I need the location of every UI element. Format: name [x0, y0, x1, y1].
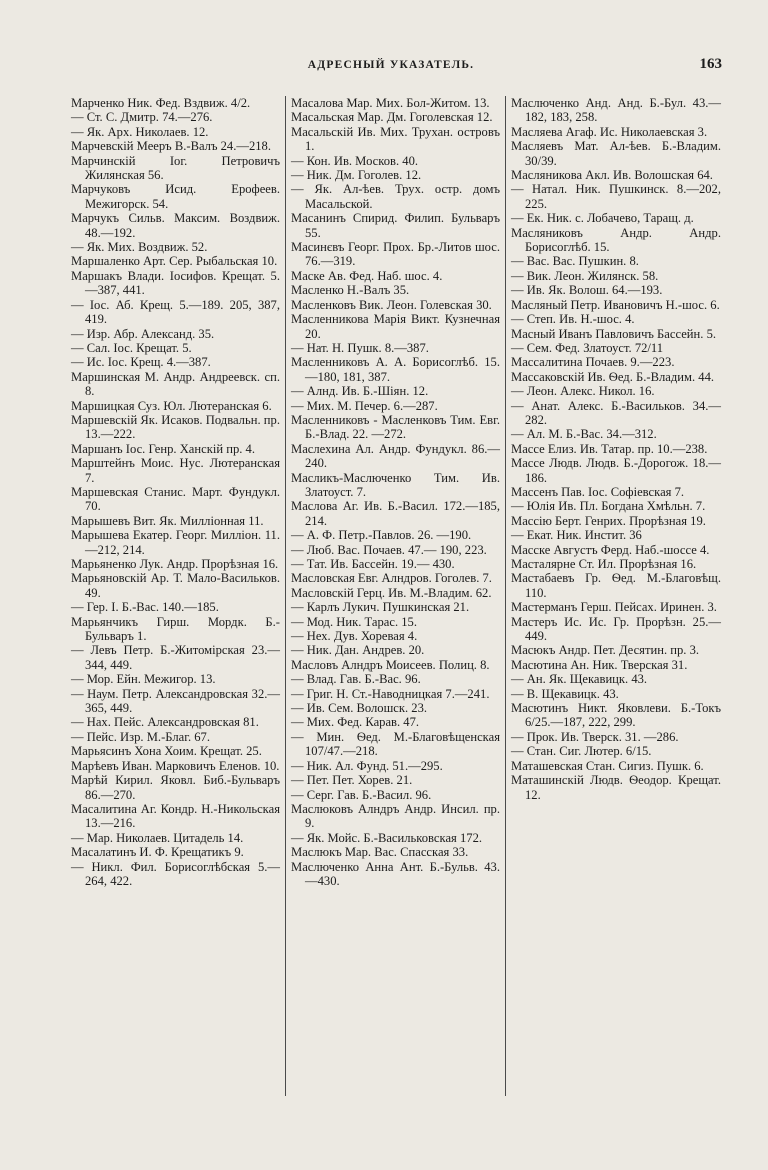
directory-entry: — Карлъ Лукич. Пушкинская 21.: [291, 600, 470, 615]
directory-entry: Масный Иванъ Павловичъ Бассейн. 5.: [511, 326, 717, 341]
directory-entry: Масловскій Герц. Ив. М.-Владим. 62.: [291, 585, 492, 600]
directory-entry: Марчинскій Іог. Петровичъ Жилянская 56.: [71, 153, 280, 183]
directory-entry: Марышевъ Вит. Як. Милліонная 11.: [71, 513, 264, 528]
directory-entry: Маршаленко Арт. Сер. Рыбальская 10.: [71, 254, 278, 269]
directory-entry: — Стан. Сиг. Лютер. 6/15.: [511, 744, 652, 759]
directory-entry: Масалатинъ И. Ф. Крещатикъ 9.: [71, 845, 244, 860]
directory-entry: Масляный Петр. Ивановичъ Н.-шос. 6.: [511, 297, 720, 312]
directory-entry: Марышева Екатер. Георг. Милліон. 11.—212, 214.: [71, 528, 280, 557]
directory-entry: Марьянчикъ Гирш. Мордк. Б.-Бульваръ 1.: [71, 614, 280, 644]
directory-entry: — Нех. Дув. Хоревая 4.: [291, 629, 418, 644]
directory-entry: — Сал. Іос. Крещат. 5.: [71, 340, 192, 355]
directory-entry: Маслюковъ Алндръ Андр. Инсил. пр. 9.: [291, 801, 500, 831]
column-2: [286, 96, 506, 1096]
directory-entry: — Сем. Фед. Златоуст. 72/11: [511, 340, 664, 355]
directory-entry: Марчевскій Мееръ В.-Валъ 24.—218.: [71, 139, 271, 154]
directory-entry: Масальскій Ив. Мих. Трухан. островъ 1.: [291, 124, 500, 154]
directory-entry: — Ек. Ник. с. Лобачево, Таращ. д.: [511, 211, 694, 226]
directory-entry: Марѣй Кирил. Яковл. Биб.-Бульваръ 86.—270.: [71, 773, 280, 802]
directory-entry: — Ал. М. Б.-Вас. 34.—312.: [511, 427, 657, 442]
directory-entry: — Кон. Ив. Москов. 40.: [291, 153, 419, 168]
directory-entry: — Екат. Ник. Инстит. 36: [511, 528, 642, 543]
directory-entry: — Влад. Гав. Б.-Вас. 96.: [291, 672, 421, 687]
directory-entry: Марьясинъ Хона Хоим. Крещат. 25.: [71, 744, 262, 759]
directory-entry: Массенъ Пав. Іос. Софіевская 7.: [511, 484, 685, 499]
directory-entry: Марьяновскій Ар. Т. Мало-Васильков. 49.: [71, 571, 280, 600]
directory-entry: Масликъ-Маслюченко Тим. Ив. Златоуст. 7.: [291, 470, 500, 499]
directory-entry: — А. Ф. Петр.-Павлов. 26. —190.: [291, 528, 472, 543]
directory-columns: [66, 96, 726, 1096]
directory-entry: Маслова Аг. Ив. Б.-Васил. 172.—185, 214.: [291, 499, 500, 528]
directory-entry: Масютинъ Никт. Яковлеви. Б.-Токъ 6/25.—187, 222, 299.: [511, 701, 721, 730]
directory-entry: Масляева Агаф. Ис. Николаевская 3.: [511, 124, 708, 139]
directory-entry: Масляникова Акл. Ив. Волошская 64.: [511, 168, 713, 183]
directory-entry: Масленниковъ А. А. Борисоглѣб. 15.—180, 181, 387.: [291, 355, 500, 384]
directory-entry: Мастерманъ Герш. Пейсах. Иринен. 3.: [511, 600, 717, 615]
directory-entry: — Гер. І. Б.-Вас. 140.—185.: [71, 600, 219, 615]
directory-entry: — Пет. Пет. Хорев. 21.: [291, 773, 413, 788]
directory-entry: — Як. Арх. Николаев. 12.: [71, 124, 209, 139]
directory-entry: — Григ. Н. Ст.-Наводницкая 7.—241.: [291, 686, 490, 701]
directory-entry: — Як. Мойс. Б.-Васильковская 172.: [291, 830, 483, 845]
directory-entry: Маршинская М. Андр. Андреевск. сп. 8.: [71, 369, 280, 399]
directory-entry: — Леон. Алекс. Никол. 16.: [511, 384, 655, 399]
directory-entry: Массію Берт. Генрих. Прорѣзная 19.: [511, 513, 706, 528]
directory-entry: — Вас. Вас. Пушкин. 8.: [511, 254, 639, 269]
directory-entry: — Ив. Сем. Волошск. 23.: [291, 701, 428, 716]
directory-entry: — Мих. М. Печер. 6.—287.: [291, 398, 438, 413]
directory-entry: Маслехина Ал. Андр. Фундукл. 86.—240.: [291, 441, 500, 471]
directory-entry: Масталярне Ст. Ил. Прорѣзная 16.: [511, 557, 697, 571]
directory-entry: — Як. Ал-ѣев. Трух. остр. домъ Масальской.: [291, 182, 500, 211]
directory-entry: Масленковъ Вик. Леон. Голевская 30.: [291, 297, 492, 312]
directory-entry: — Іос. Аб. Крещ. 5.—189. 205, 387, 419.: [71, 297, 280, 327]
column-3: [506, 96, 726, 1096]
directory-entry: — Тат. Ив. Бассейн. 19.— 430.: [291, 557, 455, 571]
directory-entry: Маске Ав. Фед. Наб. шос. 4.: [291, 268, 443, 283]
directory-entry: — Ис. Іос. Крещ. 4.—387.: [71, 355, 211, 370]
directory-entry: — Степ. Ив. Н.-шос. 4.: [511, 312, 635, 327]
directory-entry: Масске Августъ Ферд. Наб.-шоссе 4.: [511, 542, 710, 557]
directory-entry: Маслюкъ Мар. Вас. Спасская 33.: [291, 845, 469, 860]
directory-entry: Маршакъ Влади. Іосифов. Крещат. 5.—387, 441.: [71, 268, 280, 298]
directory-entry: Марштейнъ Моис. Нус. Лютеранская 7.: [71, 456, 280, 485]
directory-entry: — Ст. С. Дмитр. 74.—276.: [71, 110, 213, 125]
page-header: [60, 56, 722, 80]
directory-entry: Масляниковъ Андр. Андр. Борисоглѣб. 15.: [511, 225, 721, 255]
directory-entry: Маршицкая Суз. Юл. Лютеранская 6.: [71, 398, 272, 413]
directory-entry: Масюкъ Андр. Пет. Десятин. пр. 3.: [511, 643, 700, 658]
directory-entry: Мастабаевъ Гр. Ѳед. М.-Благовѣщ. 110.: [511, 571, 721, 600]
directory-entry: — Прок. Ив. Тверск. 31. —286.: [511, 729, 679, 744]
directory-entry: — Алнд. Ив. Б.-Шіян. 12.: [291, 384, 429, 399]
directory-entry: Маслюченко Анд. Анд. Б.-Бул. 43.—182, 183, 258.: [511, 96, 721, 125]
directory-entry: — Левъ Петр. Б.-Житомірская 23.—344, 449.: [71, 643, 280, 672]
directory-entry: Массаковскій Ив. Ѳед. Б.-Владим. 44.: [511, 369, 715, 384]
directory-entry: Масленникова Марія Викт. Кузнечная 20.: [291, 312, 500, 341]
directory-entry: Маслюченко Анна Ант. Б.-Бульв. 43.—430.: [291, 859, 500, 888]
directory-entry: Масленниковъ - Масленковъ Тим. Евг. Б.-Влад. 22. —272.: [291, 412, 500, 442]
directory-entry: Маташинскій Людв. Ѳеодор. Крещат. 12.: [511, 773, 721, 802]
directory-entry: Марьяненко Лук. Андр. Прорѣзная 16.: [71, 557, 279, 571]
directory-entry: Марѣевъ Иван. Марковичъ Еленов. 10.: [71, 758, 280, 773]
directory-entry: — Наум. Петр. Александровская 32.—365, 449.: [71, 686, 280, 716]
directory-entry: — Серг. Гав. Б.-Васил. 96.: [291, 787, 432, 802]
directory-entry: Масютина Ан. Ник. Тверская 31.: [511, 657, 688, 672]
directory-entry: Маршанъ Іос. Генр. Ханскій пр. 4.: [71, 441, 256, 456]
directory-entry: — Изр. Абр. Александ. 35.: [71, 326, 215, 341]
directory-entry: — Натал. Ник. Пушкинск. 8.—202, 225.: [511, 182, 721, 211]
directory-entry: — В. Щекавицк. 43.: [511, 686, 619, 701]
directory-entry: Марчукъ Сильв. Максим. Воздвиж. 48.—192.: [71, 211, 280, 240]
directory-entry: Масальская Мар. Дм. Гоголевская 12.: [291, 110, 493, 125]
directory-entry: Масляевъ Мат. Ал-ѣев. Б.-Владим. 30/39.: [511, 139, 721, 168]
directory-entry: — Мих. Фед. Карав. 47.: [291, 715, 420, 730]
directory-entry: Марчуковъ Исид. Ерофеев. Межигорск. 54.: [71, 182, 280, 211]
directory-entry: — Ив. Як. Волош. 64.—193.: [511, 283, 663, 298]
directory-entry: — Никл. Фил. Борисоглѣбская 5.—264, 422.: [71, 859, 280, 888]
directory-entry: Масалитина Аг. Кондр. Н.-Никольская 13.—216.: [71, 801, 280, 831]
column-1: [66, 96, 286, 1096]
directory-entry: — Ник. Дан. Андрев. 20.: [291, 643, 425, 658]
directory-entry: — Ник. Ал. Фунд. 51.—295.: [291, 758, 443, 773]
directory-entry: Массе Людв. Людв. Б.-Дорогож. 18.—186.: [511, 456, 721, 485]
directory-entry: — Нат. Н. Пушк. 8.—387.: [291, 340, 429, 355]
directory-entry: Маршевская Станис. Март. Фундукл. 70.: [71, 484, 280, 514]
directory-entry: — Люб. Вас. Почаев. 47.— 190, 223.: [291, 542, 487, 557]
directory-entry: — Ан. Як. Щекавицк. 43.: [511, 672, 648, 687]
directory-entry: Масловъ Алндръ Моисеев. Полиц. 8.: [291, 657, 490, 672]
directory-entry: — Юлія Ив. Пл. Богдана Хмѣльн. 7.: [511, 499, 706, 514]
directory-entry: — Мор. Ейн. Межигор. 13.: [71, 672, 216, 687]
directory-entry: — Мин. Ѳед. М.-Благовѣщенская 107/47.—218.: [291, 729, 500, 759]
directory-entry: — Вик. Леон. Жилянск. 58.: [511, 268, 659, 283]
directory-entry: — Як. Мих. Воздвиж. 52.: [71, 240, 208, 255]
directory-entry: Масинєвъ Георг. Прох. Бр.-Литов шос. 76.—319.: [291, 240, 500, 269]
directory-entry: Марченко Ник. Фед. Вздвиж. 4/2.: [71, 96, 251, 110]
directory-entry: Маршевскій Як. Исаков. Подвальн. пр. 13.—222.: [71, 412, 280, 442]
directory-entry: — Анат. Алекс. Б.-Васильков. 34.—282.: [511, 398, 721, 427]
directory-entry: Масалова Мар. Мих. Бол-Житом. 13.: [291, 96, 490, 110]
directory-entry: Массе Елиз. Ив. Татар. пр. 10.—238.: [511, 441, 708, 456]
page-number: 163: [699, 56, 722, 72]
directory-entry: Массалитина Почаев. 9.—223.: [511, 355, 675, 370]
directory-entry: Масловская Евг. Алндров. Гоголев. 7.: [291, 571, 492, 586]
running-head: АДРЕСНЫЙ УКАЗАТЕЛЬ.: [307, 59, 475, 71]
directory-entry: — Мар. Николаев. Цитадель 14.: [71, 830, 244, 845]
directory-entry: — Пейс. Изр. М.-Благ. 67.: [71, 729, 210, 744]
directory-entry: Масанинъ Спирид. Филип. Бульваръ 55.: [291, 211, 500, 240]
directory-entry: — Нах. Пейс. Александровская 81.: [71, 715, 259, 730]
directory-entry: — Ник. Дм. Гоголев. 12.: [291, 168, 422, 183]
directory-entry: Масленко Н.-Валъ 35.: [291, 283, 410, 298]
directory-entry: Маташевская Стан. Сигиз. Пушк. 6.: [511, 758, 704, 773]
directory-entry: Мастеръ Ис. Ис. Гр. Прорѣзн. 25.—449.: [511, 614, 721, 644]
directory-entry: — Мод. Ник. Тарас. 15.: [291, 614, 417, 629]
